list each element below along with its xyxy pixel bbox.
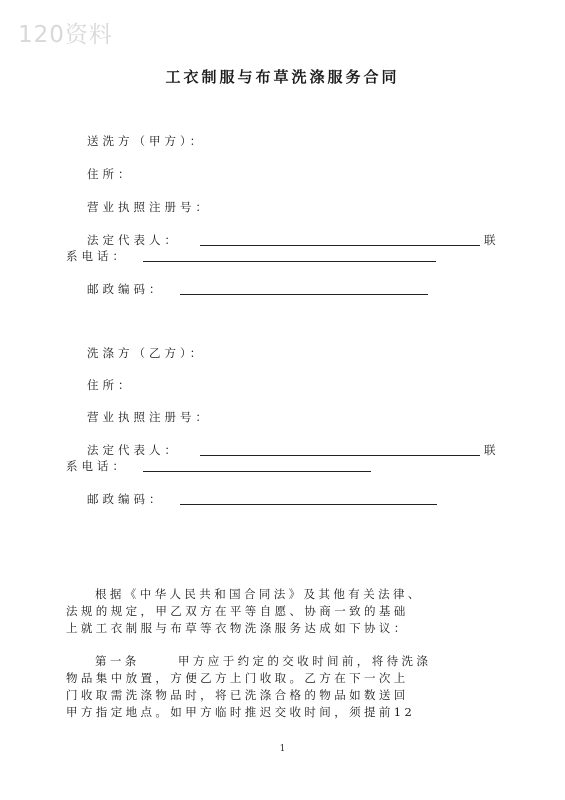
party-b-rep-blank [200, 455, 480, 456]
party-b-address-label: 住所： [87, 378, 134, 392]
party-b-postcode-label: 邮政编码： [87, 492, 165, 506]
article-1-heading: 第一条 [95, 654, 140, 668]
party-b-postcode-blank [180, 504, 437, 505]
party-b-contact-prefix: 联 [484, 443, 500, 457]
intro-line-2: 法规的规定，甲乙双方在平等自愿、协商一致的基础 [66, 604, 409, 618]
party-a-rep-blank [200, 245, 480, 246]
page-number: 1 [279, 744, 286, 754]
article-1-line-2: 物品集中放置，方便乙方上门收取。乙方在下一次上 [66, 671, 409, 685]
article-1-line-3: 门收取需洗涤物品时，将已洗涤合格的物品如数送回 [66, 688, 409, 702]
contract-title: 工衣制服与布草洗涤服务合同 [165, 68, 400, 86]
party-a-address-label: 住所： [87, 167, 134, 181]
party-a-postcode-label: 邮政编码： [87, 282, 165, 296]
party-a-contact-prefix: 联 [484, 233, 500, 247]
party-a-license-label: 营业执照注册号： [87, 200, 211, 214]
party-b-name-label: 洗涤方（乙方）： [87, 346, 206, 360]
party-b-phone-label: 系电话： [66, 459, 128, 473]
intro-line-3: 上就工衣制服与布草等衣物洗涤服务达成如下协议： [66, 621, 409, 635]
article-1-line-4: 甲方指定地点。如甲方临时推迟交收时间，须提前12 [66, 705, 416, 719]
party-a-name-label: 送洗方（甲方）： [87, 134, 206, 148]
party-a-phone-label: 系电话： [66, 249, 128, 263]
intro-line-1: 根据《中华人民共和国合同法》及其他有关法律、 [95, 587, 423, 601]
party-a-rep-label: 法定代表人： [87, 233, 180, 247]
party-a-phone-blank [143, 261, 436, 262]
party-a-postcode-blank [180, 294, 428, 295]
article-1-line-1: 甲方应于约定的交收时间前，将待洗涤 [178, 654, 432, 668]
party-b-license-label: 营业执照注册号： [87, 410, 211, 424]
watermark: 120资料 [18, 22, 113, 48]
party-b-rep-label: 法定代表人： [87, 443, 180, 457]
party-b-phone-blank [143, 471, 371, 472]
